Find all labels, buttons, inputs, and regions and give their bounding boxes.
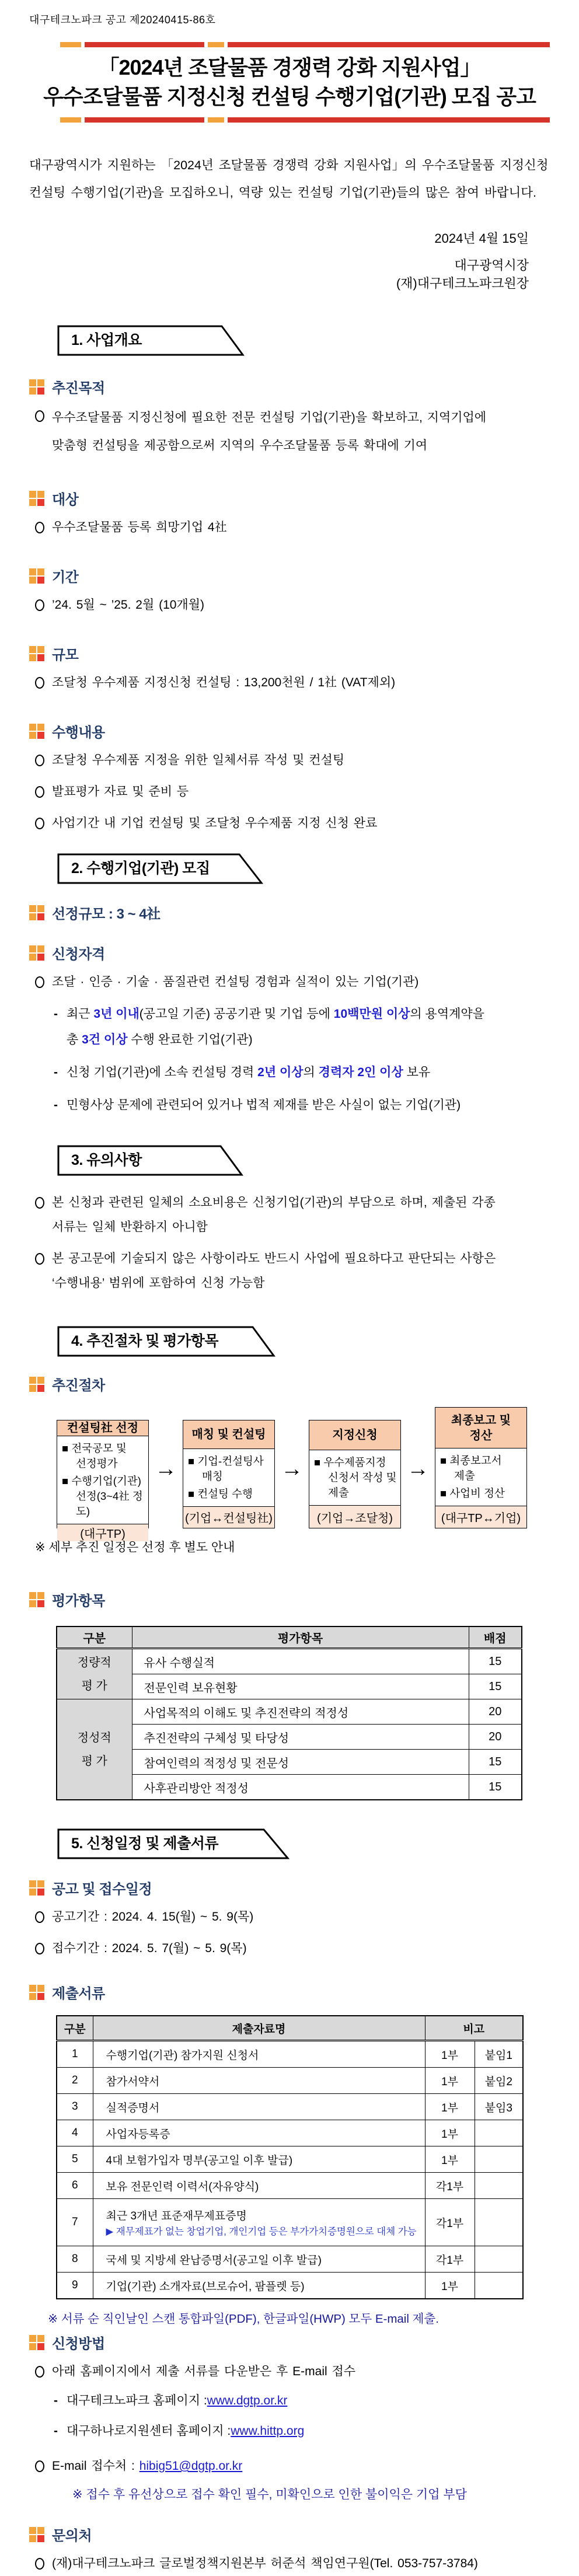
- hittp-website-link[interactable]: www.hittp.org: [231, 2424, 305, 2438]
- schedule-item: 접수기간 : 2024. 5. 7(월) ~ 5. 9(목): [29, 1936, 550, 1961]
- circle-bullet-icon: [35, 1197, 44, 1209]
- title-top-bar: [60, 42, 550, 47]
- table-header-row: 구분 평가항목 배점: [57, 1626, 522, 1649]
- evaluation-table: [56, 1626, 522, 1800]
- table-row: 9 기업(기관) 소개자료(브로슈어, 팜플렛 등) 1부: [57, 2273, 523, 2299]
- circle-bullet-icon: [35, 1253, 44, 1265]
- schedule-item: 공고기간 : 2024. 4. 15(월) ~ 5. 9(목): [29, 1905, 550, 1929]
- bar-orange-segment: [60, 117, 81, 123]
- page-title-line1: 「2024년 조달물품 경쟁력 강화 지원사업」: [98, 55, 481, 79]
- squares-bullet-icon: [29, 1880, 44, 1896]
- contact-item: (재)대구테크노파크 글로벌정책지원본부 허준석 책임연구원(Tel. 053-757-3784): [29, 2551, 550, 2576]
- bar-orange-segment: [60, 42, 81, 47]
- heading-schedule: 공고 및 접수일정: [29, 1877, 550, 1898]
- section3-title: 3. 유의사항: [71, 1152, 142, 1168]
- squares-bullet-icon: [29, 491, 44, 506]
- caution-item: 본 공고문에 기술되지 않은 사항이라도 반드시 사업에 필요하다고 판단되는 사항은 ‘수행내용’ 범위에 포함하여 신청 가능함: [29, 1247, 550, 1296]
- section2-header-box: [57, 853, 264, 885]
- flow-arrow-icon: →: [281, 1457, 303, 1481]
- flow-step-consultant-selection: 컨설팅社 선정 ■ 전국공모 및 선정평가 ■ 수행기업(기관) 선정(3~4社 정도) (대구TP): [57, 1420, 149, 1528]
- squares-bullet-icon: [29, 2335, 44, 2350]
- qualification-sub-item: - 신청 기업(기관)에 소속 컨설팅 경력 2년 이상의 경력자 2인 이상 보유: [54, 1066, 431, 1079]
- caution-item: 본 신청과 관련된 일체의 소요비용은 신청기업(기관)의 부담으로 하며, 제출된 각종 서류는 일체 반환하지 아니함: [29, 1191, 550, 1240]
- squares-bullet-icon: [29, 1985, 44, 2000]
- bar-orange-segment: [208, 42, 224, 47]
- intro-paragraph: [29, 152, 550, 207]
- table-header-row: 구분 제출자료명 비고: [57, 2016, 523, 2041]
- circle-bullet-icon: [35, 677, 44, 689]
- work-item: 조달청 우수제품 지정을 위한 일체서류 작성 및 컨설팅: [29, 748, 550, 773]
- section5-title: 5. 신청일정 및 제출서류: [71, 1835, 219, 1852]
- heading-qualification: 신청자격: [29, 943, 550, 963]
- section4-title: 4. 추진절차 및 평가항목: [71, 1333, 219, 1349]
- table-row: 정량적 평 가 유사 수행실적 15: [57, 1649, 522, 1674]
- heading-application-method: 신청방법: [29, 2332, 550, 2352]
- heading-work: 수행내용: [29, 721, 550, 741]
- table-row: 8 국세 및 지방세 완납증명서(공고일 이후 발급) 각1부: [57, 2246, 523, 2273]
- heading-documents: 제출서류: [29, 1982, 550, 2002]
- section1-title: 1. 사업개요: [71, 332, 142, 348]
- email-link[interactable]: hibig51@dgtp.or.kr: [139, 2459, 243, 2473]
- squares-bullet-icon: [29, 1592, 44, 1607]
- bar-red-segment: [228, 117, 550, 123]
- flow-step-final-report: 최종보고 및 정산 ■ 최종보고서 제출 ■ 사업비 정산 (대구TP↔기업): [435, 1407, 527, 1528]
- qualification-sub-item: - 민형사상 문제에 관련되어 있거나 법적 제재를 받은 사실이 없는 기업(기관): [54, 1098, 461, 1112]
- squares-bullet-icon: [29, 2527, 44, 2542]
- heading-period: 기간: [29, 566, 550, 586]
- circle-bullet-icon: [35, 2460, 44, 2472]
- website-line-dgtp: - 대구테크노파크 홈페이지 : www.dgtp.or.kr: [29, 2387, 550, 2414]
- title-block: [29, 42, 550, 123]
- purpose-item: 우수조달물품 지정신청에 필요한 전문 컨설팅 기업(기관)을 확보하고, 지역기업에 맞춤형 컨설팅을 제공함으로써 지역의 우수조달물품 등록 확대에 기여: [29, 404, 550, 460]
- qualification-item: 조달 · 인증 · 기술 · 품질관련 컨설팅 경험과 실적이 있는 기업(기관): [29, 970, 550, 994]
- table-row: 2 참가서약서 1부 붙임2: [57, 2068, 523, 2094]
- period-item: ’24. 5월 ~ ’25. 2월 (10개월): [29, 593, 550, 617]
- section2-title: 2. 수행기업(기관) 모집: [71, 860, 210, 877]
- circle-bullet-icon: [35, 410, 44, 422]
- heading-target: 대상: [29, 488, 550, 508]
- flow-note: ※ 세부 추진 일정은 선정 후 별도 안내: [35, 1541, 235, 1554]
- table-row: 1 수행기업(기관) 참가지원 신청서 1부 붙임1: [57, 2041, 523, 2068]
- heading-process: 추진절차: [29, 1374, 550, 1394]
- title-bottom-bar: [60, 117, 550, 123]
- bar-red-segment: [85, 42, 204, 47]
- work-item: 발표평가 자료 및 준비 등: [29, 780, 550, 804]
- table-row: 사후관리방안 적정성 15: [57, 1775, 522, 1800]
- section1-header-box: [57, 325, 246, 357]
- confirmation-note: ※ 접수 후 유선상으로 접수 확인 필수, 미확인으로 인한 불이익은 기업 부담: [72, 2488, 467, 2501]
- squares-bullet-icon: [29, 646, 44, 661]
- bar-red-segment: [85, 117, 204, 123]
- circle-bullet-icon: [35, 1911, 44, 1923]
- website-line-hittp: - 대구하나로지원센터 홈페이지 : www.hittp.org: [29, 2418, 550, 2445]
- table-row: 4 사업자등록증 1부: [57, 2120, 523, 2146]
- squares-bullet-icon: [29, 905, 44, 920]
- heading-evaluation: 평가항목: [29, 1589, 550, 1610]
- circle-bullet-icon: [35, 2366, 44, 2378]
- heading-purpose: 추진목적: [29, 376, 550, 397]
- section4-header-box: [57, 1326, 276, 1357]
- dgtp-website-link[interactable]: www.dgtp.or.kr: [207, 2394, 288, 2407]
- bar-red-segment: [228, 42, 550, 47]
- documents-table: [56, 2015, 524, 2299]
- circle-bullet-icon: [35, 818, 44, 829]
- signer-technopark: (재)대구테크노파크원장: [396, 276, 529, 291]
- heading-scale: 규모: [29, 643, 550, 664]
- flow-arrow-icon: →: [407, 1457, 429, 1481]
- squares-bullet-icon: [29, 945, 44, 961]
- table-row: 정성적 평 가 사업목적의 이해도 및 추진전략의 적정성 20: [57, 1699, 522, 1725]
- table-row: 3 실적증명서 1부 붙임3: [57, 2094, 523, 2120]
- table-row: 전문인력 보유현황 15: [57, 1674, 522, 1699]
- table-row: 5 4대 보험가입자 명부(공고일 이후 발급) 1부: [57, 2146, 523, 2173]
- section3-header-box: [57, 1145, 245, 1177]
- table-row: 추진전략의 구체성 및 타당성 20: [57, 1725, 522, 1750]
- qualification-sub-item: - 최근 3년 이내(공고일 기준) 공공기관 및 기업 등에 10백만원 이상의 용역계약을 총 3건 이상 수행 완료한 기업(기관): [54, 1007, 484, 1046]
- group-qualitative: 정성적 평 가: [57, 1699, 132, 1800]
- target-item: 우수조달물품 등록 희망기업 4社: [29, 515, 550, 540]
- method-item: 아래 홈페이지에서 제출 서류를 다운받은 후 E-mail 접수: [29, 2359, 550, 2384]
- bar-orange-segment: [208, 117, 224, 123]
- scale-item: 조달청 우수제품 지정신청 컨설팅 : 13,200천원 / 1社 (VAT제외): [29, 671, 550, 695]
- signer-mayor: 대구광역시장: [454, 258, 529, 273]
- table-row: 참여인력의 적정성 및 전문성 15: [57, 1750, 522, 1775]
- intro-line1: 대구광역시가 지원하는 「2024년 조달물품 경쟁력 강화 지원사업」의 우수조달물품 지정신청: [29, 158, 549, 172]
- page-title-line2: 우수조달물품 지정신청 컨설팅 수행기업(기관) 모집 공고: [43, 85, 536, 109]
- process-flow-diagram: [57, 1407, 527, 1541]
- squares-bullet-icon: [29, 379, 44, 395]
- group-quantitative: 정량적 평 가: [57, 1649, 132, 1699]
- squares-bullet-icon: [29, 1377, 44, 1392]
- signature-block: [29, 256, 550, 292]
- financial-statement-note: ▶ 재무제표가 없는 창업기업, 개인기업 등은 부가가치증명원으로 대체 가능: [106, 2226, 417, 2237]
- circle-bullet-icon: [35, 1943, 44, 1954]
- circle-bullet-icon: [35, 786, 44, 798]
- table-row: 6 보유 전문인력 이력서(자유양식) 각1부: [57, 2173, 523, 2199]
- circle-bullet-icon: [35, 522, 44, 533]
- intro-line2: 컨설팅 수행기업(기관)을 모집하오니, 역량 있는 컨설팅 기업(기관)들의 많은 참여 바랍니다.: [29, 186, 537, 200]
- email-item: E-mail 접수처 : hibig51@dgtp.or.kr: [29, 2454, 550, 2479]
- heading-contact: 문의처: [29, 2524, 550, 2544]
- file-submission-note: ※ 서류 순 직인날인 스캔 통합파일(PDF), 한글파일(HWP) 모두 E-mail 제출.: [48, 2312, 439, 2326]
- section5-header-box: [57, 1828, 290, 1860]
- announcement-date: 2024년 4월 15일: [434, 231, 529, 246]
- work-item: 사업기간 내 기업 컨설팅 및 조달청 우수제품 지정 신청 완료: [29, 811, 550, 836]
- circle-bullet-icon: [35, 2558, 44, 2570]
- circle-bullet-icon: [35, 599, 44, 611]
- flow-step-matching-consulting: 매칭 및 컨설팅 ■ 기업-컨설팅사 매칭 ■ 컨설팅 수행 (기업↔컨설팅社): [183, 1420, 275, 1528]
- circle-bullet-icon: [35, 976, 44, 988]
- circle-bullet-icon: [35, 755, 44, 766]
- squares-bullet-icon: [29, 568, 44, 584]
- doc-number: 대구테크노파크 공고 제20240415-86호: [29, 14, 216, 26]
- flow-arrow-icon: →: [155, 1457, 177, 1481]
- squares-bullet-icon: [29, 724, 44, 739]
- flow-step-designation-application: 지정신청 ■ 우수제품지정 신청서 작성 및 제출 (기업→조달청): [309, 1420, 401, 1528]
- heading-selection-scale: 선정규모 : 3 ~ 4社: [29, 902, 550, 923]
- table-row: 7 최근 3개년 표준재무제표증명 ▶ 재무제표가 없는 창업기업, 개인기업 등은 부가가치증명원으로 대체 가능 각1부: [57, 2199, 523, 2246]
